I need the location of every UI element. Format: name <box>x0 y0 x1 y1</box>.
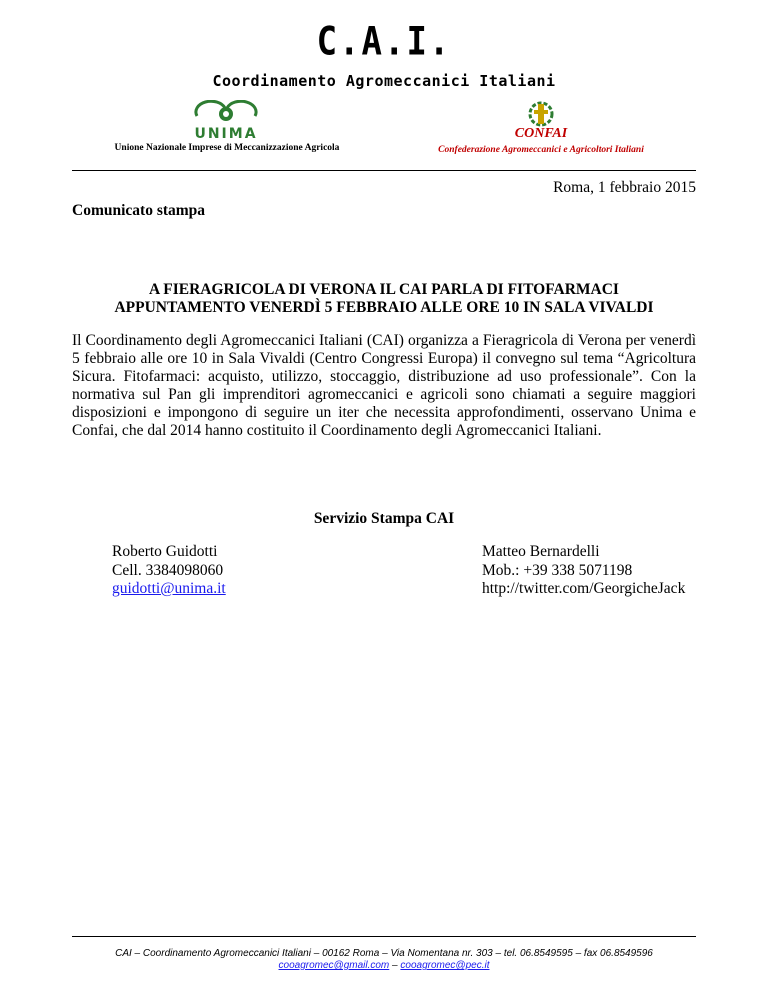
headline-line: APPUNTAMENTO VENERDÌ 5 FEBBRAIO ALLE ORE 10 IN SALA VIVALDI <box>114 299 654 316</box>
contact-email-link[interactable]: guidotti@unima.it <box>112 580 226 597</box>
footer-emails <box>72 960 696 972</box>
contact-name: Matteo Bernardelli <box>482 543 600 560</box>
press-release-label: Comunicato stampa <box>72 202 206 219</box>
footer-address: CAI – Coordinamento Agromeccanici Italiani – 00162 Roma – Via Nomentana nr. 303 – tel. 06.8549595 – fax 06.8549596 <box>115 948 653 959</box>
footer-divider <box>72 936 696 937</box>
confai-logo <box>520 100 562 128</box>
contact-web: http://twitter.com/GeorgicheJack <box>482 580 686 597</box>
contact-phone: Mob.: +39 338 5071198 <box>482 561 633 579</box>
contact-name: Roberto Guidotti <box>112 543 218 560</box>
org-title: C.A.I. <box>316 19 452 65</box>
unima-caption: Unione Nazionale Imprese di Meccanizzazione Agricola <box>114 143 340 153</box>
headline <box>72 281 696 317</box>
contact-left <box>112 543 226 599</box>
footer-pec-link[interactable]: cooagromec@pec.it <box>400 960 490 971</box>
org-subtitle: Coordinamento Agromeccanici Italiani <box>212 72 556 90</box>
press-service-title: Servizio Stampa CAI <box>313 510 455 527</box>
svg-text:UNIMA: UNIMA <box>194 126 258 140</box>
contact-right <box>482 543 685 599</box>
confai-name: CONFAI <box>514 126 568 141</box>
footer <box>72 948 696 972</box>
contact-phone: Cell. 3384098060 <box>112 561 224 579</box>
header-divider <box>72 170 696 171</box>
footer-separator: – <box>389 960 401 971</box>
confai-caption: Confederazione Agromeccanici e Agricoltori Italiani <box>438 145 644 155</box>
date-line: Roma, 1 febbraio 2015 <box>553 179 696 196</box>
headline-line: A FIERAGRICOLA DI VERONA IL CAI PARLA DI FITOFARMACI <box>149 281 619 298</box>
footer-email-link[interactable]: cooagromec@gmail.com <box>278 960 390 971</box>
body-paragraph: Il Coordinamento degli Agromeccanici Italiani (CAI) organizza a Fieragricola di Verona per venerdì 5 febbraio alle ore 10 in Sala Vivaldi (Centro Congressi Europa) il convegno sul tema “Agricoltura Sicura. Fitofarmaci: acquisto, utilizzo, stoccaggio, distribuzione ad uso professionale”. Con la normativa sul Pan gli imprenditori agromeccanici e agricoli sono chiamati a seguire maggiori disposizioni e impongono di seguire un iter che necessita approfondimenti, osservano Unima e Confai, che dal 2014 hanno costituito il Coordinamento degli Agromeccanici Italiani. <box>72 332 696 439</box>
